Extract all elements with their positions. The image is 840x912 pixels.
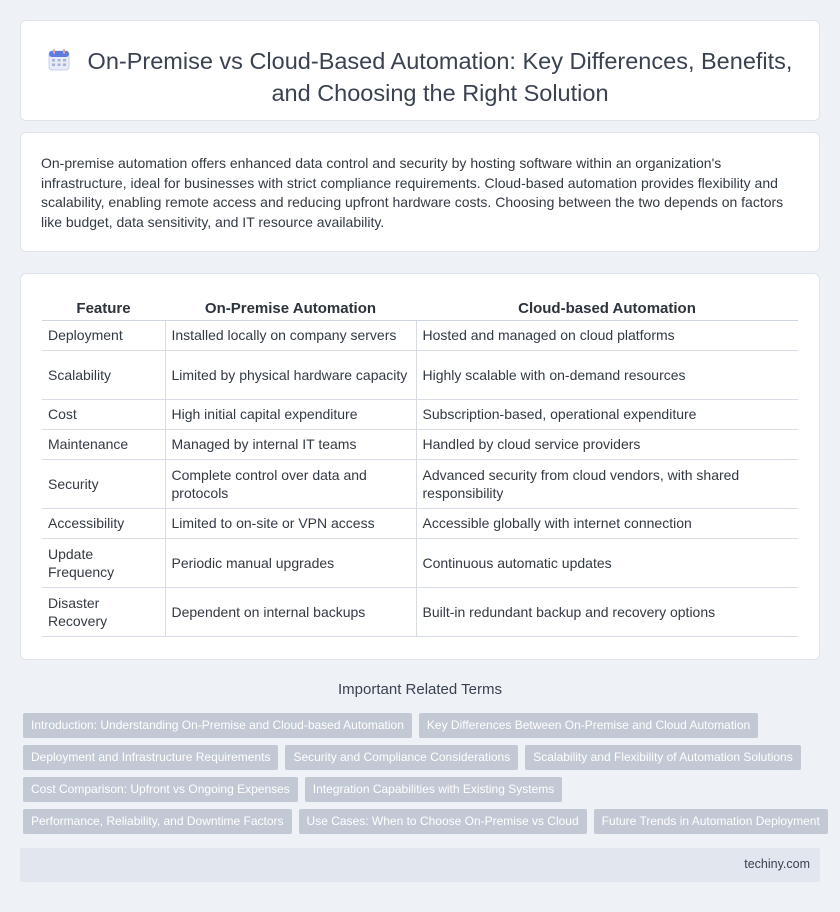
header-cloud: Cloud-based Automation xyxy=(416,294,798,320)
table-cell: Scalability xyxy=(42,350,165,399)
related-term-tag[interactable]: Use Cases: When to Choose On-Premise vs Cloud xyxy=(299,809,587,834)
related-term-tag[interactable]: Future Trends in Automation Deployment xyxy=(594,809,828,834)
table-cell: Highly scalable with on-demand resources xyxy=(416,350,798,399)
table-header-row xyxy=(42,294,798,320)
footer xyxy=(20,848,820,882)
table-row xyxy=(42,350,798,399)
table-cell: Accessibility xyxy=(42,508,165,538)
page-title: On-Premise vs Cloud-Based Automation: Key Differences, Benefits, and Choosing the Right Solution xyxy=(87,48,793,106)
related-term-tag[interactable]: Performance, Reliability, and Downtime Factors xyxy=(23,809,292,834)
related-term-tag[interactable]: Introduction: Understanding On-Premise and Cloud-based Automation xyxy=(23,713,412,738)
related-term-tag[interactable]: Integration Capabilities with Existing Systems xyxy=(305,777,562,802)
table-cell: Security xyxy=(42,459,165,508)
table-cell: Update Frequency xyxy=(42,538,165,587)
comparison-table-card xyxy=(20,273,820,660)
table-row xyxy=(42,320,798,350)
table-row xyxy=(42,459,798,508)
table-cell: Accessible globally with internet connection xyxy=(416,508,798,538)
comparison-table xyxy=(42,294,798,637)
table-cell: Built-in redundant backup and recovery options xyxy=(416,587,798,636)
summary-card xyxy=(20,132,820,252)
table-cell: Continuous automatic updates xyxy=(416,538,798,587)
table-cell: Deployment xyxy=(42,320,165,350)
table-cell: Cost xyxy=(42,399,165,429)
table-cell: Periodic manual upgrades xyxy=(165,538,416,587)
table-row xyxy=(42,399,798,429)
table-cell: Dependent on internal backups xyxy=(165,587,416,636)
table-cell: Limited to on-site or VPN access xyxy=(165,508,416,538)
table-row xyxy=(42,538,798,587)
table-cell: Handled by cloud service providers xyxy=(416,429,798,459)
table-cell: Managed by internal IT teams xyxy=(165,429,416,459)
table-cell: High initial capital expenditure xyxy=(165,399,416,429)
table-cell: Hosted and managed on cloud platforms xyxy=(416,320,798,350)
summary-text: On-premise automation offers enhanced data control and security by hosting software within an organization's infrastructure, ideal for businesses with strict compliance requirements. Cloud-based automation provides flexibility and scalability, enabling remote access and reducing upfront hardware costs. Choosing between the two depends on factors like budget, data sensitivity, and IT resource availability. xyxy=(41,155,784,230)
related-term-tag[interactable]: Scalability and Flexibility of Automation Solutions xyxy=(525,745,800,770)
title-card xyxy=(20,20,820,121)
related-term-tag[interactable]: Deployment and Infrastructure Requirements xyxy=(23,745,278,770)
related-terms-heading: Important Related Terms xyxy=(338,681,502,698)
table-cell: Maintenance xyxy=(42,429,165,459)
table-row xyxy=(42,587,798,636)
table-cell: Limited by physical hardware capacity xyxy=(165,350,416,399)
table-cell: Installed locally on company servers xyxy=(165,320,416,350)
table-cell: Complete control over data and protocols xyxy=(165,459,416,508)
table-cell: Advanced security from cloud vendors, with shared responsibility xyxy=(416,459,798,508)
table-cell: Disaster Recovery xyxy=(42,587,165,636)
table-row xyxy=(42,429,798,459)
related-term-tag[interactable]: Key Differences Between On-Premise and Cloud Automation xyxy=(419,713,758,738)
table-cell: Subscription-based, operational expenditure xyxy=(416,399,798,429)
table-row xyxy=(42,508,798,538)
related-term-tag[interactable]: Cost Comparison: Upfront vs Ongoing Expenses xyxy=(23,777,298,802)
header-on-premise: On-Premise Automation xyxy=(165,294,416,320)
footer-brand[interactable]: techiny.com xyxy=(744,857,810,871)
header-feature: Feature xyxy=(42,294,165,320)
related-term-tag[interactable]: Security and Compliance Considerations xyxy=(285,745,518,770)
related-terms-list xyxy=(23,713,823,841)
